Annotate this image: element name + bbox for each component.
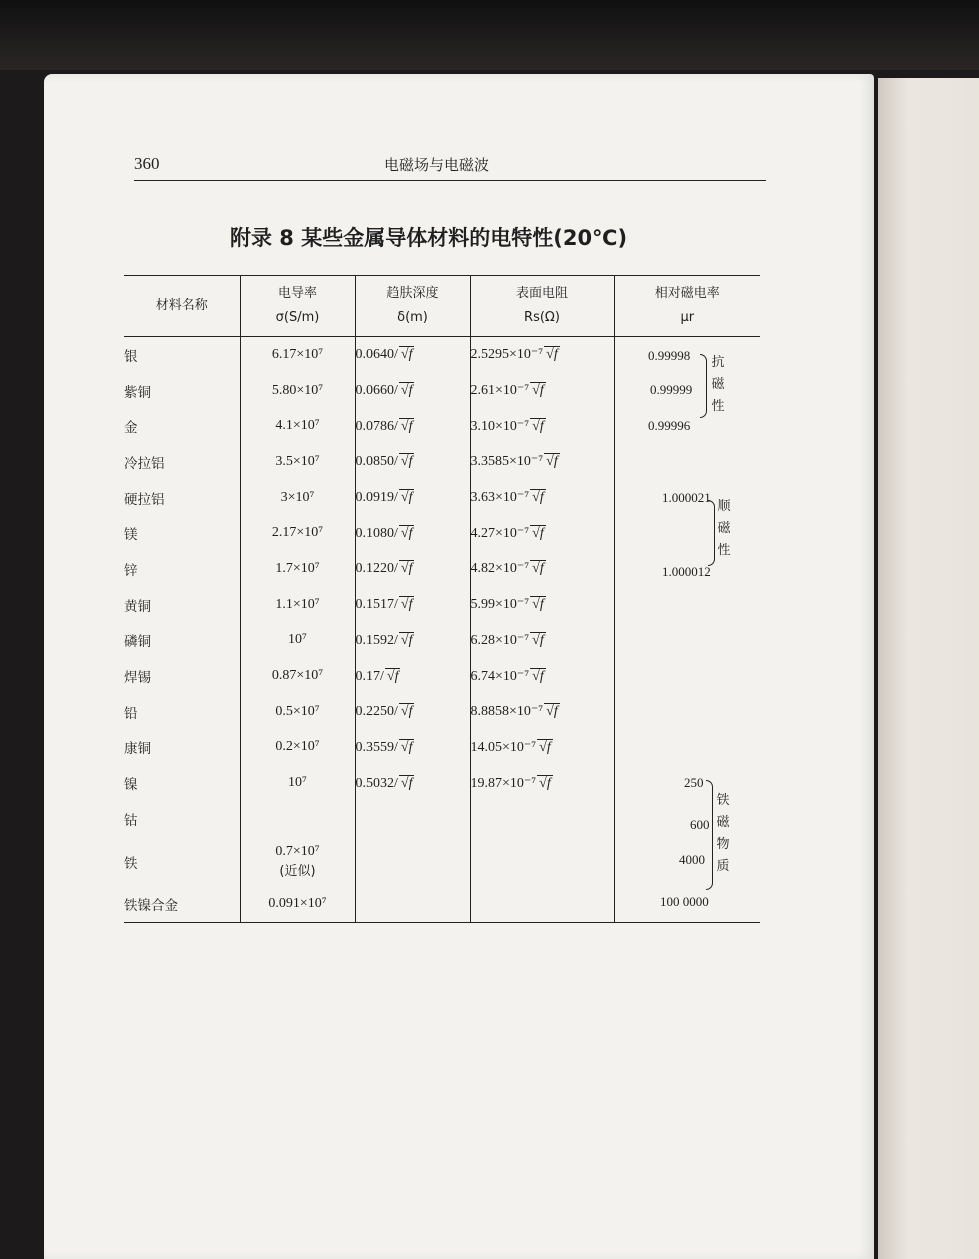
surface-resistance-cell: 3.63×10⁻⁷ √f xyxy=(470,480,614,516)
material-name: 铁镍合金 xyxy=(124,887,240,923)
mu-cobalt: 600 xyxy=(690,817,710,832)
skin-depth-cell: 0.0850/ √f xyxy=(355,444,470,480)
material-name: 磷铜 xyxy=(124,623,240,659)
permeability-cell xyxy=(614,658,760,694)
header-material: 材料名称 xyxy=(124,276,240,337)
surface-resistance-cell: 2.61×10⁻⁷ √f xyxy=(470,373,614,409)
mu-iron: 4000 xyxy=(679,852,705,867)
table-row xyxy=(124,765,760,801)
conductivity-cell: 10⁷ xyxy=(240,765,355,801)
skin-depth-cell: 0.0660/ √f xyxy=(355,373,470,409)
sqrt-f: √f xyxy=(532,561,544,577)
material-name: 铁 xyxy=(124,837,240,887)
sqrt-f: √f xyxy=(532,525,544,541)
material-name: 银 xyxy=(124,337,240,373)
mu-hard-aluminum: 1.000021 xyxy=(662,490,711,505)
skin-depth-cell: 0.1080/ √f xyxy=(355,515,470,551)
sqrt-f: √f xyxy=(532,668,544,684)
conductivity-cell: 6.17×10⁷ xyxy=(240,337,355,373)
sqrt-f: √f xyxy=(546,454,558,470)
skin-depth-cell: 0.17/ √f xyxy=(355,658,470,694)
material-name: 钴 xyxy=(124,801,240,837)
mu-gold: 0.99996 xyxy=(648,418,691,433)
paramagnetic-brace xyxy=(708,500,715,566)
page-header xyxy=(134,152,766,181)
table-row xyxy=(124,515,760,551)
sqrt-f: √f xyxy=(532,418,544,434)
table-row xyxy=(124,444,760,480)
scan-background xyxy=(0,0,979,70)
permeability-cell xyxy=(614,623,760,659)
table-header-row xyxy=(124,276,760,337)
surface-resistance-cell: 6.74×10⁻⁷ √f xyxy=(470,658,614,694)
paramagnetic-label: 顺 磁 性 xyxy=(717,499,731,558)
sqrt-f: √f xyxy=(400,704,413,720)
conductivity-cell: 3×10⁷ xyxy=(240,480,355,516)
sqrt-f: √f xyxy=(400,454,413,470)
material-name: 冷拉铝 xyxy=(124,444,240,480)
material-name: 铅 xyxy=(124,694,240,730)
conductivity-cell xyxy=(240,801,355,837)
table-row xyxy=(124,623,760,659)
surface-resistance-cell: 14.05×10⁻⁷ √f xyxy=(470,730,614,766)
skin-depth-cell: 0.1592/ √f xyxy=(355,623,470,659)
surface-resistance-cell xyxy=(470,801,614,837)
conductivity-cell: 0.87×10⁷ xyxy=(240,658,355,694)
conductivity-cell: 1.7×10⁷ xyxy=(240,551,355,587)
skin-depth-cell: 0.0786/ √f xyxy=(355,408,470,444)
table-row xyxy=(124,801,760,837)
material-name: 金 xyxy=(124,408,240,444)
surface-resistance-cell: 3.10×10⁻⁷ √f xyxy=(470,408,614,444)
conductivity-cell: 0.2×10⁷ xyxy=(240,730,355,766)
surface-resistance-cell: 3.3585×10⁻⁷ √f xyxy=(470,444,614,480)
conductivity-cell: 1.1×10⁷ xyxy=(240,587,355,623)
skin-depth-cell: 0.1517/ √f xyxy=(355,587,470,623)
mu-zinc: 1.000012 xyxy=(662,564,711,579)
diamagnetic-brace xyxy=(700,354,707,418)
sqrt-f: √f xyxy=(532,490,544,506)
sqrt-f: √f xyxy=(400,597,413,613)
skin-depth-cell xyxy=(355,887,470,923)
mu-copper: 0.99999 xyxy=(650,382,693,397)
sqrt-f: √f xyxy=(532,632,544,648)
permeability-cell xyxy=(614,444,760,480)
skin-depth-cell: 0.2250/ √f xyxy=(355,694,470,730)
surface-resistance-cell: 8.8858×10⁻⁷ √f xyxy=(470,694,614,730)
table-row xyxy=(124,837,760,887)
sqrt-f: √f xyxy=(546,704,558,720)
page-number: 360 xyxy=(134,154,160,173)
conductivity-cell: 5.80×10⁷ xyxy=(240,373,355,409)
ferromagnetic-label: 铁 磁 物 质 xyxy=(716,793,730,874)
surface-resistance-cell xyxy=(470,887,614,923)
material-name: 焊锡 xyxy=(124,658,240,694)
sqrt-f: √f xyxy=(400,561,413,577)
skin-depth-cell: 0.0919/ √f xyxy=(355,480,470,516)
running-title: 电磁场与电磁波 xyxy=(384,156,490,174)
sqrt-f: √f xyxy=(546,347,558,363)
material-name: 康铜 xyxy=(124,730,240,766)
sqrt-f: √f xyxy=(539,739,551,755)
sqrt-f: √f xyxy=(400,490,413,506)
conductivity-cell: 0.7×10⁷ (近似) xyxy=(240,837,355,887)
sqrt-f: √f xyxy=(400,525,413,541)
header-conductivity: 电导率 σ(S/m) xyxy=(240,276,355,337)
surface-resistance-cell: 2.5295×10⁻⁷ √f xyxy=(470,337,614,373)
diamagnetic-label: 抗 磁 性 xyxy=(711,355,725,414)
skin-depth-cell xyxy=(355,837,470,887)
conductivity-cell: 4.1×10⁷ xyxy=(240,408,355,444)
material-name: 镍 xyxy=(124,765,240,801)
sqrt-f: √f xyxy=(386,668,399,684)
sqrt-f: √f xyxy=(400,383,413,399)
permeability-cell xyxy=(614,801,760,837)
conductivity-cell: 3.5×10⁷ xyxy=(240,444,355,480)
permeability-cell xyxy=(614,515,760,551)
sqrt-f: √f xyxy=(539,775,551,791)
table-row xyxy=(124,658,760,694)
skin-depth-cell: 0.3559/ √f xyxy=(355,730,470,766)
header-skin-depth: 趋肤深度 δ(m) xyxy=(355,276,470,337)
sqrt-f: √f xyxy=(400,347,413,363)
appendix-title: 附录 8 某些金属导体材料的电特性(20℃) xyxy=(230,226,628,250)
surface-resistance-cell: 4.27×10⁻⁷ √f xyxy=(470,515,614,551)
material-properties-table xyxy=(124,275,760,923)
table-row xyxy=(124,730,760,766)
header-permeability: 相对磁电率 μr xyxy=(614,276,760,337)
permeability-cell xyxy=(614,730,760,766)
sqrt-f: √f xyxy=(400,418,413,434)
conductivity-cell: 10⁷ xyxy=(240,623,355,659)
conductivity-cell: 0.5×10⁷ xyxy=(240,694,355,730)
conductivity-cell: 0.091×10⁷ xyxy=(240,887,355,923)
material-name: 锌 xyxy=(124,551,240,587)
mu-nickel: 250 xyxy=(684,775,704,790)
skin-depth-cell: 0.0640/ √f xyxy=(355,337,470,373)
conductivity-cell: 2.17×10⁷ xyxy=(240,515,355,551)
surface-resistance-cell: 6.28×10⁻⁷ √f xyxy=(470,623,614,659)
material-name: 镁 xyxy=(124,515,240,551)
surface-resistance-cell: 4.82×10⁻⁷ √f xyxy=(470,551,614,587)
sqrt-f: √f xyxy=(532,597,544,613)
mu-iron-nickel: 100 0000 xyxy=(660,894,709,909)
surface-resistance-cell: 19.87×10⁻⁷ √f xyxy=(470,765,614,801)
material-name: 硬拉铝 xyxy=(124,480,240,516)
surface-resistance-cell: 5.99×10⁻⁷ √f xyxy=(470,587,614,623)
material-name: 黄铜 xyxy=(124,587,240,623)
next-page-edge xyxy=(878,78,979,1259)
sqrt-f: √f xyxy=(400,632,413,648)
permeability-cell xyxy=(614,694,760,730)
permeability-cell xyxy=(614,587,760,623)
mu-silver: 0.99998 xyxy=(648,348,691,363)
skin-depth-cell: 0.5032/ √f xyxy=(355,765,470,801)
skin-depth-cell: 0.1220/ √f xyxy=(355,551,470,587)
header-surface-resistance: 表面电阻 Rs(Ω) xyxy=(470,276,614,337)
table-row xyxy=(124,694,760,730)
material-name: 紫铜 xyxy=(124,373,240,409)
skin-depth-cell xyxy=(355,801,470,837)
table-row xyxy=(124,587,760,623)
sqrt-f: √f xyxy=(400,775,413,791)
ferromagnetic-brace xyxy=(706,780,713,890)
sqrt-f: √f xyxy=(400,739,413,755)
conductivity-note: (近似) xyxy=(279,864,316,880)
surface-resistance-cell xyxy=(470,837,614,887)
sqrt-f: √f xyxy=(532,383,544,399)
